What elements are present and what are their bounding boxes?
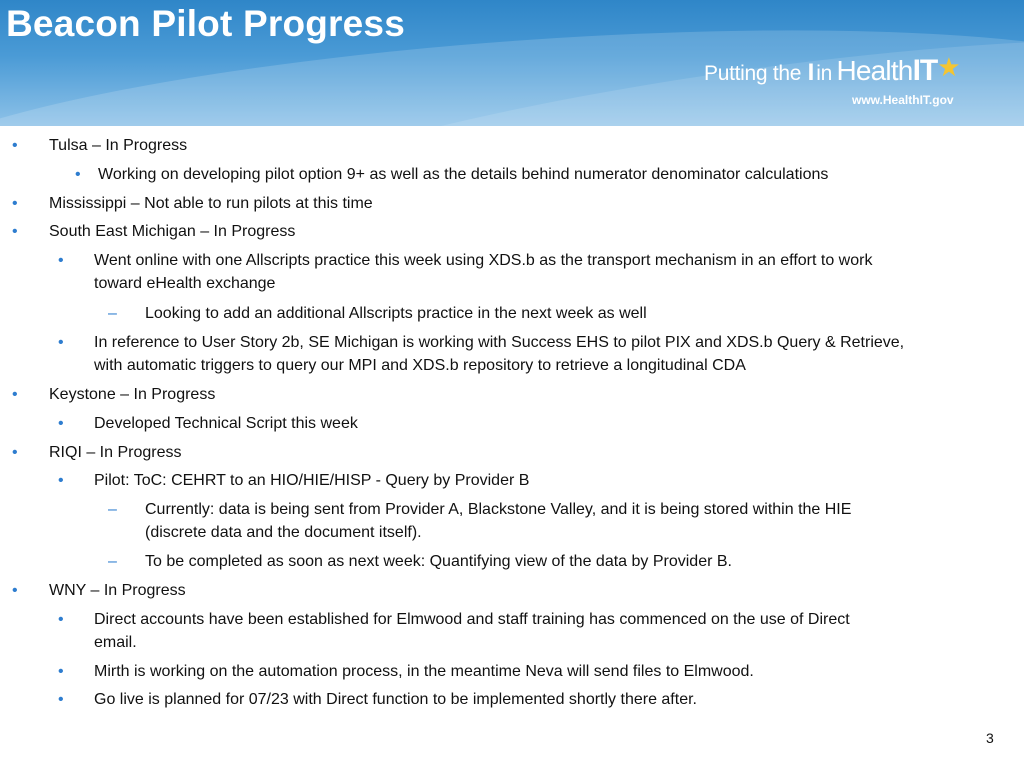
bullet-icon: • [58, 663, 64, 680]
list-item: South East Michigan – In Progress [49, 223, 296, 240]
list-item: WNY – In Progress [49, 582, 186, 599]
bullet-icon: • [58, 611, 64, 628]
list-item: Pilot: ToC: CEHRT to an HIO/HIE/HISP - Query by Provider B [94, 472, 530, 489]
dash-icon: – [108, 553, 117, 570]
logo-health-text: Health [836, 55, 913, 86]
bullet-icon: • [58, 472, 64, 489]
logo-putting-text: Putting the [704, 62, 802, 85]
bullet-icon: • [58, 415, 64, 432]
list-item: In reference to User Story 2b, SE Michigan is working with Success EHS to pilot PIX and XDS.b Query & Retrieve, [94, 334, 905, 351]
bullet-icon: • [12, 195, 18, 212]
list-item-continuation: email. [94, 634, 137, 651]
list-item: Go live is planned for 07/23 with Direct function to be implemented shortly there after. [94, 691, 697, 708]
dash-icon: – [108, 501, 117, 518]
bullet-icon: • [12, 582, 18, 599]
list-item-continuation: toward eHealth exchange [94, 275, 276, 292]
logo-in-text: in [816, 62, 832, 85]
slide-title: Beacon Pilot Progress [6, 3, 405, 44]
bullet-icon: • [58, 334, 64, 351]
list-item: Went online with one Allscripts practice this week using XDS.b as the transport mechanism in an effort to work [94, 252, 873, 269]
list-item: Mississippi – Not able to run pilots at this time [49, 195, 373, 212]
slide-header [0, 0, 1024, 126]
logo-i-text: I [807, 59, 815, 86]
logo-url: www.HealthIT.gov [852, 93, 954, 107]
page-number: 3 [986, 730, 994, 746]
list-item: Working on developing pilot option 9+ as well as the details behind numerator denominator calculations [98, 166, 829, 183]
list-item: Mirth is working on the automation process, in the meantime Neva will send files to Elmwood. [94, 663, 754, 680]
list-item: Keystone – In Progress [49, 386, 216, 403]
bullet-icon: • [12, 386, 18, 403]
list-item: Currently: data is being sent from Provider A, Blackstone Valley, and it is being stored within the HIE [145, 501, 852, 518]
list-item: Direct accounts have been established for Elmwood and staff training has commenced on the use of Direct [94, 611, 850, 628]
bullet-icon: • [12, 223, 18, 240]
list-item: Looking to add an additional Allscripts practice in the next week as well [145, 305, 647, 322]
list-item: Developed Technical Script this week [94, 415, 358, 432]
healthit-logo [704, 52, 1004, 112]
list-item: To be completed as soon as next week: Quantifying view of the data by Provider B. [145, 553, 732, 570]
list-item: Tulsa – In Progress [49, 137, 188, 154]
list-item-continuation: with automatic triggers to query our MPI and XDS.b repository to retrieve a longitudinal CDA [94, 357, 746, 374]
bullet-icon: • [58, 691, 64, 708]
bullet-icon: • [12, 444, 18, 461]
list-item: RIQI – In Progress [49, 444, 182, 461]
dash-icon: – [108, 305, 117, 322]
bullet-icon: • [58, 252, 64, 269]
logo-it-text: IT [912, 54, 938, 87]
star-icon: ★ [937, 52, 961, 82]
bullet-icon: • [12, 137, 18, 154]
bullet-icon: • [75, 166, 81, 183]
list-item-continuation: (discrete data and the document itself). [145, 524, 422, 541]
